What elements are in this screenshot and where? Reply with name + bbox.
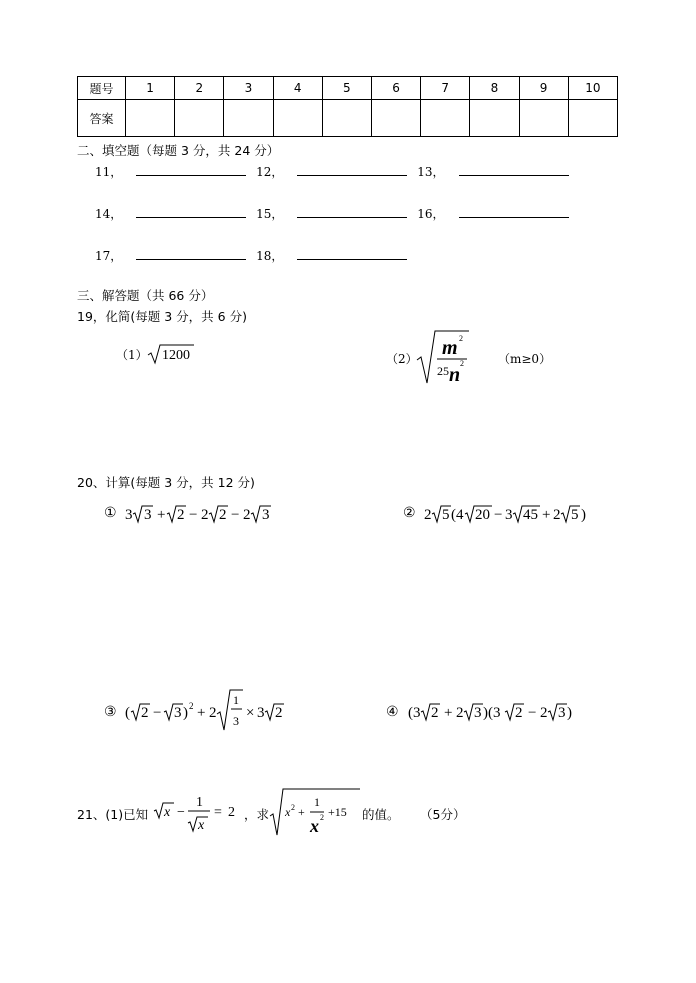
svg-text:−: − (177, 805, 185, 820)
svg-text:2: 2 (141, 705, 149, 721)
svg-text:(4: (4 (451, 507, 464, 523)
q20-marker-3: ③ (104, 704, 117, 720)
denominator-n: n (449, 364, 461, 386)
question-21-suffix: 的值。 (362, 807, 400, 822)
question-20-title: 20、计算(每题 3 分，共 12 分) (77, 475, 255, 490)
svg-text:2: 2 (553, 507, 561, 523)
denominator-coef: 25 (437, 364, 449, 378)
answer-cell[interactable] (519, 100, 568, 137)
question-number: 10 (568, 77, 617, 100)
svg-text:+15: +15 (328, 805, 347, 819)
blank-line[interactable] (136, 247, 246, 260)
svg-text:45: 45 (523, 507, 538, 523)
svg-text:x: x (198, 818, 205, 833)
svg-text:2: 2 (243, 507, 251, 523)
blank-number: 17， (95, 249, 123, 263)
q20-expression-2 (424, 502, 599, 526)
answer-table-answer-row (78, 100, 618, 137)
svg-text:): ) (183, 705, 188, 721)
q21-given-expression (152, 792, 244, 834)
svg-text:2: 2 (209, 705, 217, 721)
section-solve-title: 三、解答题（共 66 分） (77, 288, 214, 303)
svg-text:3: 3 (174, 705, 182, 721)
svg-text:x: x (285, 805, 291, 819)
question-19-title: 19，化简(每题 3 分，共 6 分) (77, 309, 247, 324)
svg-text:+: + (298, 805, 305, 819)
answer-cell[interactable] (273, 100, 322, 137)
question-number: 1 (126, 77, 175, 100)
q20-expression-4 (408, 700, 608, 724)
svg-text:−: − (528, 705, 537, 721)
svg-text:3: 3 (474, 705, 482, 721)
fill-blank-row (95, 247, 413, 264)
q20-expression-1 (125, 502, 280, 526)
q20-marker-1: ① (104, 505, 117, 521)
fill-blank-row (95, 163, 575, 180)
question-number: 2 (175, 77, 224, 100)
svg-text:2: 2 (515, 705, 523, 721)
svg-text:2: 2 (177, 507, 185, 523)
radicand: 1200 (162, 348, 190, 363)
blank-number: 11， (95, 165, 123, 179)
blank-line[interactable] (297, 163, 407, 176)
question-number: 4 (273, 77, 322, 100)
fill-blank-row (95, 205, 575, 222)
svg-text:): ) (567, 705, 572, 721)
answer-cell[interactable] (421, 100, 470, 137)
numerator-m: m (442, 337, 458, 359)
answer-cell[interactable] (470, 100, 519, 137)
svg-text:)(3: )(3 (483, 705, 501, 721)
svg-text:3: 3 (257, 705, 265, 721)
answer-cell[interactable] (175, 100, 224, 137)
question-number: 3 (224, 77, 273, 100)
answer-cell[interactable] (371, 100, 420, 137)
question-number: 6 (371, 77, 420, 100)
svg-text:x: x (164, 805, 171, 820)
svg-text:3: 3 (125, 507, 133, 523)
svg-text:): ) (581, 507, 586, 523)
svg-text:x: x (310, 816, 319, 836)
q19-part2-expression (415, 328, 471, 386)
svg-text:2: 2 (228, 805, 235, 820)
svg-text:=: = (214, 805, 222, 820)
svg-text:1: 1 (314, 795, 320, 809)
blank-number: 14， (95, 207, 123, 221)
svg-text:−: − (231, 507, 240, 523)
svg-text:2: 2 (540, 705, 548, 721)
svg-text:×: × (246, 705, 255, 721)
question-21-prefix: 21、(1)已知 (77, 807, 149, 822)
q20-marker-4: ④ (386, 704, 399, 720)
svg-text:(: ( (125, 705, 130, 721)
blank-line[interactable] (459, 205, 569, 218)
blank-number: 16， (417, 207, 445, 221)
question-number: 7 (421, 77, 470, 100)
blank-line[interactable] (459, 163, 569, 176)
exponent: 2 (459, 334, 463, 343)
question-number-label: 题号 (78, 77, 126, 100)
q20-expression-3 (125, 688, 295, 734)
svg-text:5: 5 (442, 507, 450, 523)
svg-text:+: + (542, 507, 551, 523)
answer-table-header-row (78, 77, 618, 100)
answer-cell[interactable] (322, 100, 371, 137)
svg-text:2: 2 (201, 507, 209, 523)
answer-table (77, 76, 618, 137)
svg-text:3: 3 (558, 705, 566, 721)
blank-line[interactable] (136, 163, 246, 176)
answer-cell[interactable] (568, 100, 617, 137)
question-number: 9 (519, 77, 568, 100)
svg-text:+: + (197, 705, 206, 721)
svg-text:+: + (444, 705, 453, 721)
svg-text:20: 20 (475, 507, 490, 523)
blank-number: 18， (256, 249, 284, 263)
answer-cell[interactable] (126, 100, 175, 137)
svg-text:2: 2 (291, 803, 295, 812)
svg-text:2: 2 (189, 701, 194, 711)
svg-text:−: − (189, 507, 198, 523)
svg-text:2: 2 (320, 813, 324, 822)
svg-text:5: 5 (571, 507, 579, 523)
q21-target-expression (268, 786, 364, 838)
blank-line[interactable] (297, 247, 407, 260)
question-21-mid: ，求 (244, 807, 270, 822)
svg-text:2: 2 (431, 705, 439, 721)
blank-line[interactable] (297, 205, 407, 218)
q20-marker-2: ② (403, 505, 416, 521)
svg-text:3: 3 (505, 507, 513, 523)
svg-text:2: 2 (219, 507, 227, 523)
svg-text:+: + (157, 507, 166, 523)
svg-text:1: 1 (196, 795, 203, 810)
answer-label: 答案 (78, 100, 126, 137)
svg-text:2: 2 (456, 705, 464, 721)
svg-text:2: 2 (275, 705, 283, 721)
q19-part1-label: （1） (116, 348, 148, 362)
question-number: 8 (470, 77, 519, 100)
question-number: 5 (322, 77, 371, 100)
svg-text:3: 3 (233, 714, 239, 728)
question-21-score: （5分） (420, 807, 466, 822)
svg-text:3: 3 (262, 507, 270, 523)
svg-text:−: − (494, 507, 503, 523)
blank-number: 15， (256, 207, 284, 221)
svg-text:−: − (153, 705, 162, 721)
exponent: 2 (460, 359, 464, 368)
q19-part1-expression (146, 342, 196, 366)
q19-condition: （m≥0） (498, 352, 552, 366)
blank-line[interactable] (136, 205, 246, 218)
svg-text:3: 3 (144, 507, 152, 523)
svg-text:1: 1 (233, 693, 239, 707)
blank-number: 13， (417, 165, 445, 179)
section-fill-in-title: 二、填空题（每题 3 分，共 24 分） (77, 143, 280, 158)
blank-number: 12， (256, 165, 284, 179)
svg-text:(3: (3 (408, 705, 421, 721)
q19-part2-label: （2） (386, 352, 418, 366)
svg-text:2: 2 (424, 507, 432, 523)
answer-cell[interactable] (224, 100, 273, 137)
